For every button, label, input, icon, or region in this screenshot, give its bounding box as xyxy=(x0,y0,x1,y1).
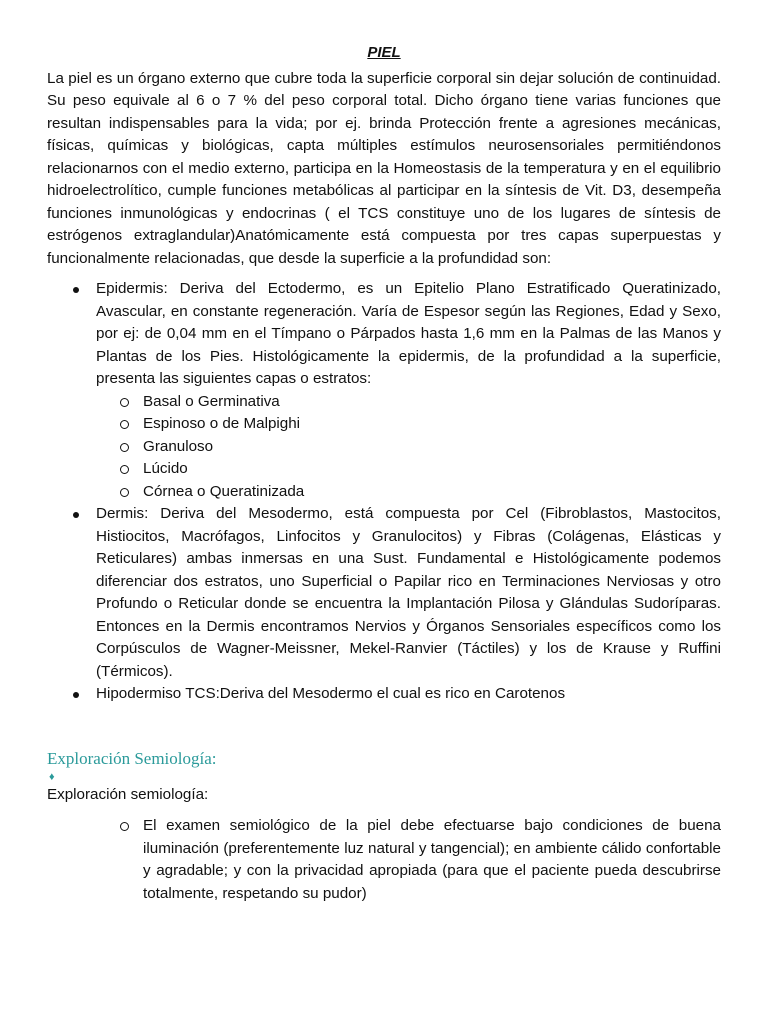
stratum-item xyxy=(96,481,721,504)
bullet-icon xyxy=(73,512,79,518)
stratum-item xyxy=(96,436,721,459)
list-item-hipodermis xyxy=(47,683,721,706)
list-item-dermis xyxy=(47,503,721,683)
layers-list xyxy=(47,278,721,706)
stratum-label: Córnea o Queratinizada xyxy=(143,482,305,500)
stratum-label: Granuloso xyxy=(143,437,214,455)
bullet-icon xyxy=(73,692,79,698)
circle-bullet-icon xyxy=(120,420,129,429)
hipodermis-text: Hipodermiso TCS:Deriva del Mesodermo el cual es rico en Carotenos xyxy=(96,685,566,702)
stratum-item xyxy=(96,391,721,414)
strata-list xyxy=(96,391,721,504)
section-subheading: Exploración semiología: xyxy=(47,785,209,803)
exploration-text: El examen semiológico de la piel debe efectuarse bajo condiciones de buena iluminación (preferentemente luz natural y tangencial); en ambiente cálido confortable y agradable; y con la privacidad apropiada (para que el paciente pueda descubrirse totalmente, respetando su pudor) xyxy=(143,817,721,902)
circle-bullet-icon xyxy=(120,822,129,831)
exploration-list xyxy=(47,815,721,905)
list-item-epidermis xyxy=(47,278,721,503)
circle-bullet-icon xyxy=(120,488,129,497)
bullet-icon xyxy=(73,287,79,293)
stratum-label: Lúcido xyxy=(143,460,188,477)
document-page xyxy=(47,42,721,905)
stratum-item xyxy=(96,458,721,481)
circle-bullet-icon xyxy=(120,465,129,474)
exploration-item xyxy=(47,815,721,905)
section-heading: Exploración Semiología: xyxy=(47,748,217,768)
stratum-item xyxy=(96,413,721,436)
circle-bullet-icon xyxy=(120,443,129,452)
stratum-label: Espinoso o de Malpighi xyxy=(143,415,301,432)
circle-bullet-icon xyxy=(120,398,129,407)
page-title: PIEL xyxy=(367,44,401,61)
epidermis-text: Epidermis: Deriva del Ectodermo, es un Epitelio Plano Estratificado Queratinizado, Avascular, en constante regeneración. Varía de Espesor según las Regiones, Edad y Sexo, por ej: de 0,04 mm en el Tímpano o Párpados hasta 1,6 mm en la Palmas de las Manos y Plantas de los Pies. Histológicamente la epidermis, de la profundidad a la superficie, presenta las siguientes capas o estratos: xyxy=(96,280,721,387)
intro-paragraph: La piel es un órgano externo que cubre toda la superficie corporal sin dejar solución de continuidad. Su peso equivale al 6 o 7 % del peso corporal total. Dicho órgano tiene varias funciones que resultan indispensables para la vida; por ej. brinda Protección frente a agresiones mecánicas, físicas, químicas y biológicas, capta múltiples estímulos neurosensoriales permitiéndonos relacionarnos con el medio externo, participa en la Homeostasis de la temperatura y en el equilibrio hidroelectrolítico, cumple funciones metabólicas al participar en la síntesis de Vit. D3, desempeña funciones inmunológicas y endocrinas ( el TCS constituye uno de los lugares de síntesis de estrógenos extraglandular)Anatómicamente está compuesta por tres capas superpuestas y funcionalmente relacionadas, que desde la superficie a la profundidad son: xyxy=(47,69,721,267)
stratum-label: Basal o Germinativa xyxy=(143,392,280,410)
diamond-icon: ♦ xyxy=(49,770,55,783)
dermis-text: Dermis: Deriva del Mesodermo, está compuesta por Cel (Fibroblastos, Mastocitos, Histiocitos, Macrófagos, Linfocitos y Granulocitos) y Fibras (Colágenas, Elásticas y Reticulares) ambas inmersas en una Sust. Fundamental e Histológicamente podemos diferenciar dos estratos, uno Superficial o Papilar rico en Terminaciones Nerviosas y otro Profundo o Reticular donde se encuentra la Implantación Pilosa y Glándulas Sudoríparas. Entonces en la Dermis encontramos Nervios y Órganos Sensoriales específicos como los Corpúsculos de Wagner-Meissner, Mekel-Ranvier (Táctiles) y los de Krause y Ruffini (Térmicos). xyxy=(96,505,721,680)
